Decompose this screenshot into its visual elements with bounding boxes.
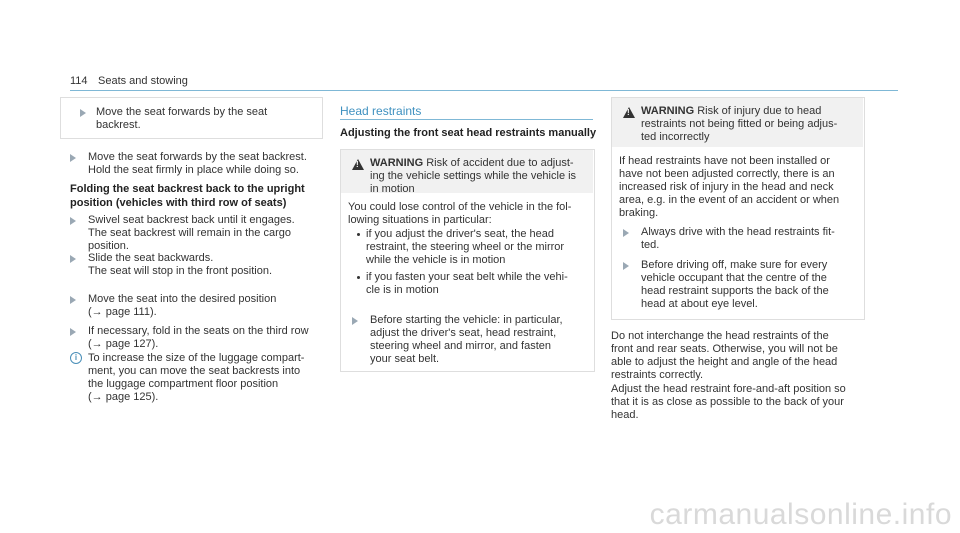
adjust-manually-heading: Adjusting the front seat head restraints manually: [340, 127, 597, 139]
bullet-dot: [357, 276, 360, 279]
step-arrow-icon: [70, 255, 76, 263]
step-arrow-icon: [70, 328, 76, 336]
warning-label: WARNING: [641, 105, 695, 117]
watermark: carmanualsonline.info: [649, 498, 952, 531]
warning-triangle-icon: [352, 159, 364, 170]
bullet-dot: [357, 233, 360, 236]
step-arrow-icon: [352, 317, 358, 325]
info-icon: i: [70, 352, 82, 364]
head-restraints-section-title: Head restraints: [340, 104, 422, 118]
warning-label: WARNING: [370, 157, 424, 169]
step-arrow-icon: [623, 262, 629, 270]
section-title-rule: [340, 119, 593, 120]
step-arrow-icon: [70, 154, 76, 162]
step-arrow-icon: [623, 229, 629, 237]
page-number: 114: [70, 75, 88, 87]
step-arrow-icon: [70, 296, 76, 304]
header-divider: [70, 90, 898, 91]
step-arrow-icon: [80, 109, 86, 117]
step-arrow-icon: [70, 217, 76, 225]
warning-triangle-icon: [623, 107, 635, 118]
page-section-title: Seats and stowing: [98, 75, 188, 87]
